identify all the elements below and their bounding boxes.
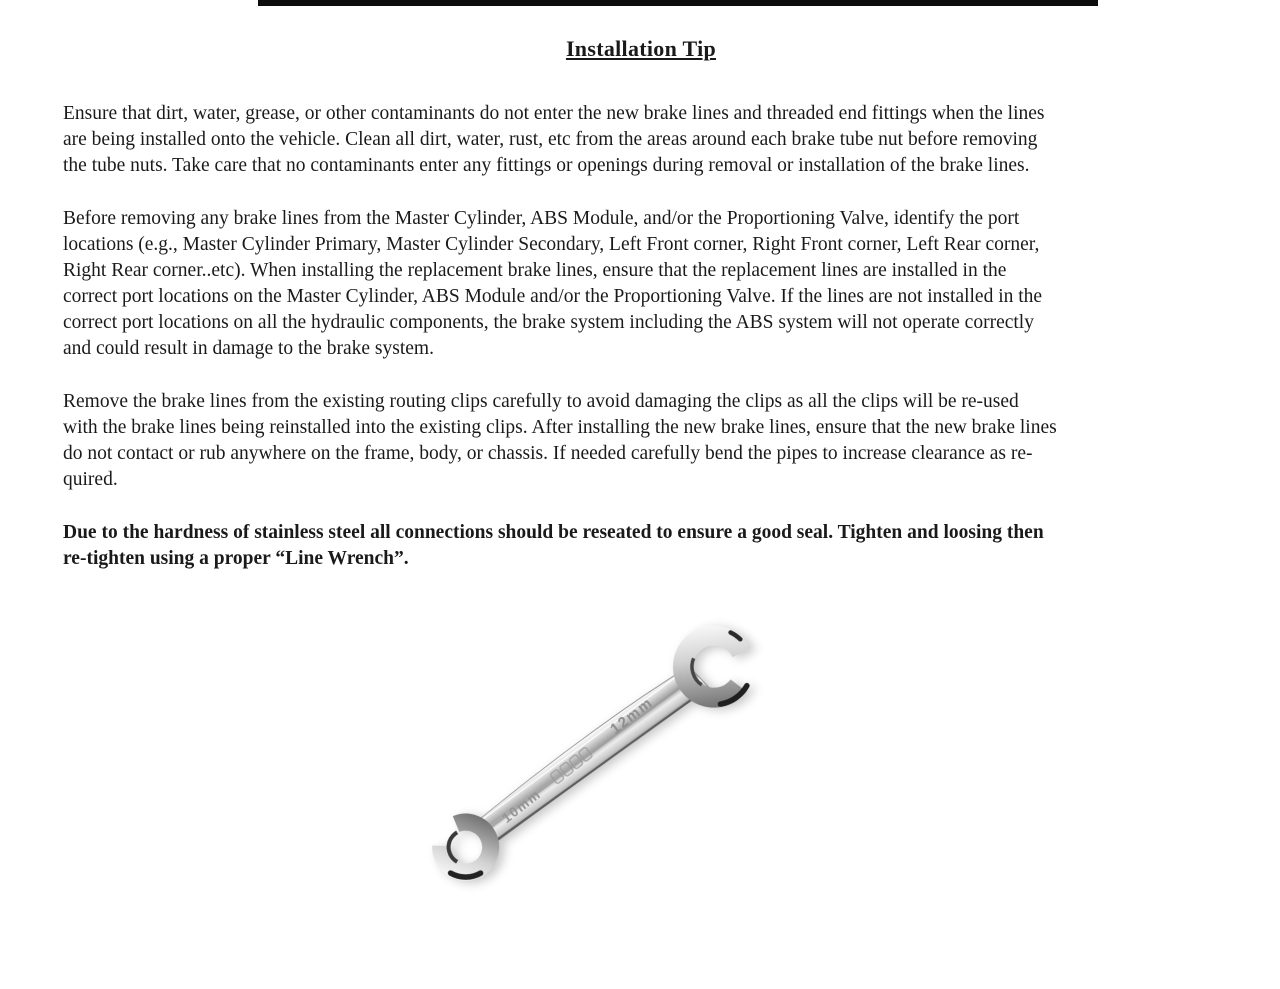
page-title: Installation Tip bbox=[565, 36, 717, 61]
paragraph-line: and could result in damage to the brake system. bbox=[63, 338, 434, 359]
document-body bbox=[63, 34, 1219, 599]
paragraph-line: Due to the hardness of stainless steel all connections should be reseated to ensure a good seal. Tighten and loosing then bbox=[63, 522, 1044, 543]
line-wrench-image bbox=[391, 586, 791, 926]
paragraph-line: quired. bbox=[63, 469, 118, 490]
paragraph-line: do not contact or rub anywhere on the frame, body, or chassis. If needed carefully bend the pipes to increase clearance as re- bbox=[63, 443, 1033, 464]
paragraph-line: Ensure that dirt, water, grease, or other contaminants do not enter the new brake lines and threaded end fittings when the lines bbox=[63, 103, 1045, 124]
wrench-size-label-12mm: 12mm bbox=[607, 694, 657, 738]
paragraph-line: are being installed onto the vehicle. Clean all dirt, water, rust, etc from the areas around each brake tube nut before removing bbox=[63, 129, 1038, 150]
paragraph-line: with the brake lines being reinstalled into the existing clips. After installing the new brake lines, ensure that the new brake lines bbox=[63, 417, 1057, 438]
paragraph-2 bbox=[63, 206, 1219, 362]
top-rule bbox=[258, 0, 1098, 6]
paragraph-3 bbox=[63, 389, 1219, 493]
paragraph-line: re-tighten using a proper “Line Wrench”. bbox=[63, 548, 409, 569]
wrench-size-label-10mm: 10mm bbox=[499, 786, 544, 826]
paragraph-4-bold-note bbox=[63, 520, 1219, 572]
paragraph-line: locations (e.g., Master Cylinder Primary, Master Cylinder Secondary, Left Front corner, Right Front corner, Left Rear corner, bbox=[63, 234, 1040, 255]
paragraph-line: Before removing any brake lines from the Master Cylinder, ABS Module, and/or the Proportioning Valve, identify the port bbox=[63, 208, 1020, 229]
paragraph-line: correct port locations on the Master Cylinder, ABS Module and/or the Proportioning Valve. If the lines are not installed in the bbox=[63, 286, 1043, 307]
paragraph-1 bbox=[63, 101, 1219, 179]
flare-nut-wrench-graphic bbox=[391, 586, 791, 926]
paragraph-line: Right Rear corner..etc). When installing the replacement brake lines, ensure that the replacement lines are installed in the bbox=[63, 260, 1007, 281]
paragraph-line: correct port locations on all the hydraulic components, the brake system including the ABS system will not operate correctly bbox=[63, 312, 1034, 333]
paragraph-line: Remove the brake lines from the existing routing clips carefully to avoid damaging the clips as all the clips will be re-used bbox=[63, 391, 1019, 412]
paragraph-line: the tube nuts. Take care that no contaminants enter any fittings or openings during removal or installation of the brake lines. bbox=[63, 155, 1030, 176]
